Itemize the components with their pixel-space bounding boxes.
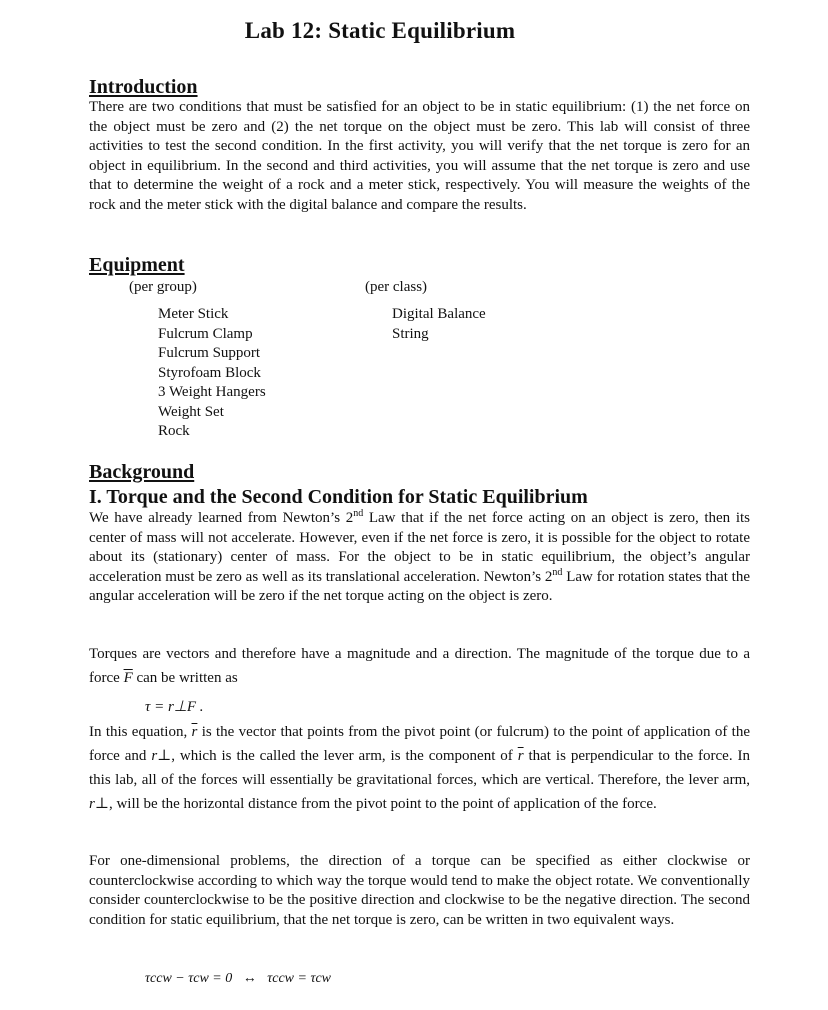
- per-group-label: (per group): [129, 279, 197, 295]
- list-item: Meter Stick: [158, 306, 229, 322]
- list-item: Weight Set: [158, 403, 224, 420]
- torque-equation: τ = r⊥F .: [145, 699, 204, 715]
- background-heading: Background: [89, 461, 195, 483]
- equilibrium-equation: τccw − τcw = 0 ↔ τccw = τcw: [145, 971, 332, 986]
- list-item: 3 Weight Hangers: [158, 384, 266, 400]
- force-vector-symbol: $\overline{F}$: [123, 670, 133, 686]
- equipment-heading: Equipment: [89, 254, 185, 276]
- lever-arm-symbol: r⊥: [151, 748, 172, 764]
- lever-arm-symbol: r⊥: [89, 796, 109, 812]
- background-paragraph-3: In this equation, $\overline{r}$ is the vector that points from the pivot point (or fulcrum) to the point of application of the force and r⊥, which is the called the lever arm, is the component of $\overline{r}$ that is perpendicular to the force. In this lab, all of the forces will essentially be gravitational forces, which are vertical. Therefore, the lever arm, r⊥, will be the horizontal distance from the pivot point to the point of application of the force.: [89, 724, 751, 812]
- page-title: Lab 12: Static Equilibrium: [244, 18, 516, 43]
- list-item: Fulcrum Clamp: [158, 325, 253, 342]
- background-paragraph-4: For one-dimensional problems, the direction of a torque can be specified as either clockwise or counterclockwise according to which way the torque would tend to make the object rotate. We conventionally consider counterclockwise to be the positive direction and clockwise to be the negative direction. The second condition for static equilibrium, that the net torque is zero, can be written in two equivalent ways.: [89, 853, 750, 928]
- group-equipment-list: [158, 305, 266, 442]
- position-vector-symbol: $\overline{r}$: [191, 724, 198, 740]
- introduction-paragraph: There are two conditions that must be satisfied for an object to be in static equilibrium: (1) the net force on the object must be zero and (2) the net torque on the object must be zero. This lab will consist of three activities to test the second condition. In the first activity, you will verify that the net torque is zero for an object in equilibrium. In the second and third activities, you will assume that the net torque is zero and use that to determine the weight of a rock and a meter stick, respectively. You will measure the weights of the rock and the meter stick with the digital balance and compare the results.: [89, 99, 750, 213]
- background-paragraph-2: Torques are vectors and therefore have a magnitude and a direction. The magnitude of the torque due to a force $\overline{F}$ can be written as: [89, 646, 750, 686]
- position-vector-symbol: $\overline{r}$: [517, 748, 524, 764]
- list-item: Fulcrum Support: [158, 345, 261, 361]
- list-item: Rock: [158, 423, 190, 439]
- introduction-heading: Introduction: [89, 76, 198, 98]
- list-item: Styrofoam Block: [158, 364, 261, 381]
- background-paragraph-1: We have already learned from Newton’s 2nd Law that if the net force acting on an object is zero, then its center of mass will not accelerate. However, even if the net force is zero, it is possible for the object to rotate about its (stationary) center of mass. For the object to be in static equilibrium, the object’s angular acceleration must be zero as well as its translational acceleration. Newton’s 2nd Law for rotation states that the angular acceleration will be zero if the net torque acting on the object is zero.: [89, 508, 751, 604]
- class-equipment-list: [392, 305, 486, 344]
- list-item: Digital Balance: [392, 306, 486, 322]
- list-item: String: [392, 325, 429, 342]
- torque-subheading: I. Torque and the Second Condition for Static Equilibrium: [89, 486, 588, 508]
- per-class-label: (per class): [365, 279, 428, 295]
